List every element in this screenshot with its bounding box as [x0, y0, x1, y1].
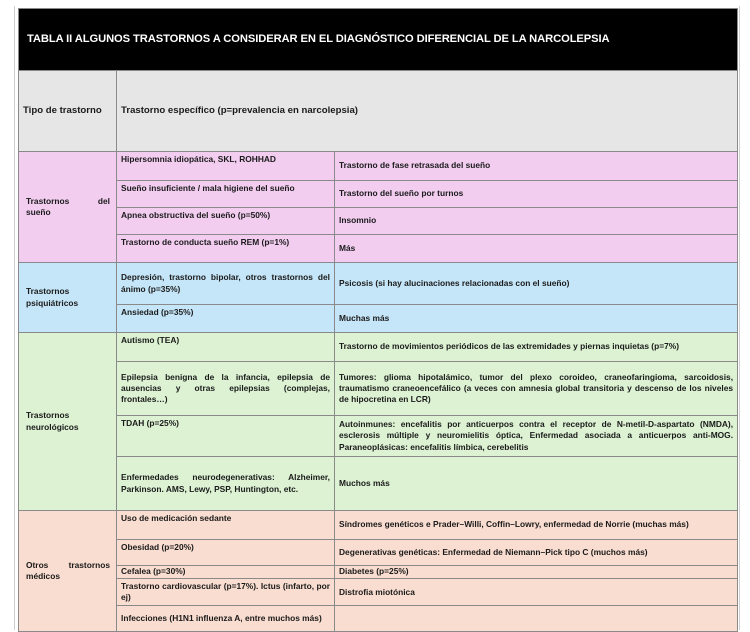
cell-disorder: Trastorno cardiovascular (p=17%). Ictus (infarto, por ej): [117, 579, 335, 606]
category-trastornos-neurologicos: Trastornos neurológicos: [19, 333, 117, 511]
cell-disorder: Trastorno de fase retrasada del sueño: [335, 152, 738, 181]
cell-disorder: Apnea obstructiva del sueño (p=50%): [117, 208, 335, 235]
table-row: [19, 362, 738, 416]
cell-disorder: TDAH (p=25%): [117, 416, 335, 457]
diagnosis-table: [18, 8, 738, 632]
cell-disorder: Epilepsia benigna de la infancia, epilepsia de ausencias y otras epilepsias (complejas, frontales…): [117, 362, 335, 416]
cell-disorder: Ansiedad (p=35%): [117, 305, 335, 333]
cell-disorder: Distrofia miotónica: [335, 579, 738, 606]
cell-disorder: Autoinmunes: encefalitis por anticuerpos contra el receptor de N-metil-D-aspartato (NMDA), esclerosis múltiple y neuromielitis óptica, Enfermedad asociada a anticuerpos anti-MOG. Paraneoplásicas: encefalitis límbica, cerebelitis: [335, 416, 738, 457]
cell-disorder: Síndromes genéticos e Prader–Willi, Coffin–Lowry, enfermedad de Norrie (muchas más): [335, 511, 738, 540]
table-title-row: [19, 9, 738, 71]
category-trastornos-psiquiatricos: Trastornos psiquiátricos: [19, 263, 117, 333]
table-row: [19, 152, 738, 181]
cell-disorder: Trastorno de conducta sueño REM (p=1%): [117, 235, 335, 263]
cell-disorder: Trastorno del sueño por turnos: [335, 181, 738, 208]
table-row: [19, 457, 738, 511]
cell-disorder: Muchas más: [335, 305, 738, 333]
cell-disorder: Muchos más: [335, 457, 738, 511]
cell-disorder: Enfermedades neurodegenerativas: Alzheimer, Parkinson. AMS, Lewy, PSP, Huntington, etc.: [117, 457, 335, 511]
table-row: [19, 235, 738, 263]
table-title: TABLA II ALGUNOS TRASTORNOS A CONSIDERAR EN EL DIAGNÓSTICO DIFERENCIAL DE LA NARCOLEPSIA: [19, 9, 738, 71]
cell-disorder: Infecciones (H1N1 influenza A, entre muchos más): [117, 606, 335, 632]
table-row: [19, 305, 738, 333]
cell-disorder: Uso de medicación sedante: [117, 511, 335, 540]
table-row: [19, 511, 738, 540]
cell-disorder: Tumores: glioma hipotalámico, tumor del plexo coroideo, craneofaringioma, sarcoidosis, traumatismo craneoencefálico (a veces con amnesia global transitoria y descenso de los niveles de hipocretina en LCR): [335, 362, 738, 416]
category-otros-trastornos-medicos: Otros trastornos médicos: [19, 511, 117, 632]
cell-disorder: Psicosis (si hay alucinaciones relacionadas con el sueño): [335, 263, 738, 305]
cell-disorder: [335, 606, 738, 632]
header-tipo-trastorno: Tipo de trastorno: [19, 71, 117, 152]
table-row: [19, 181, 738, 208]
cell-disorder: Autismo (TEA): [117, 333, 335, 362]
table-header-row: [19, 71, 738, 152]
category-trastornos-sueno: Trastornos del sueño: [19, 152, 117, 263]
table-row: [19, 333, 738, 362]
cell-disorder: Cefalea (p=30%): [117, 566, 335, 579]
table-row: [19, 606, 738, 632]
table-row: [19, 208, 738, 235]
cell-disorder: Diabetes (p=25%): [335, 566, 738, 579]
table-row: [19, 416, 738, 457]
cell-disorder: Hipersomnia idiopática, SKL, ROHHAD: [117, 152, 335, 181]
table-row: [19, 566, 738, 579]
cell-disorder: Degenerativas genéticas: Enfermedad de Niemann–Pick tipo C (muchos más): [335, 540, 738, 566]
cell-disorder: Obesidad (p=20%): [117, 540, 335, 566]
cell-disorder: Insomnio: [335, 208, 738, 235]
table-row: [19, 263, 738, 305]
document-page: [14, 6, 740, 630]
cell-disorder: Más: [335, 235, 738, 263]
header-trastorno-especifico: Trastorno específico (p=prevalencia en narcolepsia): [117, 71, 738, 152]
cell-disorder: Depresión, trastorno bipolar, otros trastornos del ánimo (p=35%): [117, 263, 335, 305]
cell-disorder: Sueño insuficiente / mala higiene del sueño: [117, 181, 335, 208]
cell-disorder: Trastorno de movimientos periódicos de las extremidades y piernas inquietas (p=7%): [335, 333, 738, 362]
table-row: [19, 540, 738, 566]
table-row: [19, 579, 738, 606]
